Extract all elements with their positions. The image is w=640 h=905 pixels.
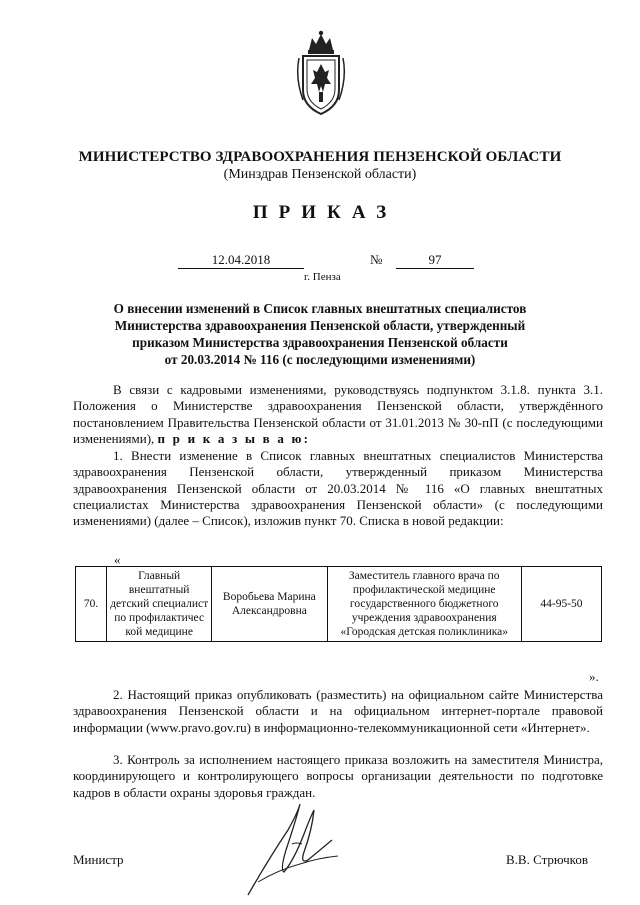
heading-line: Министерства здравоохранения Пензенской области, утвержденный — [114, 318, 526, 333]
ministry-short-name: (Минздрав Пензенской области) — [223, 167, 417, 182]
preamble-text: В связи с кадровыми изменениями, руководствуясь подпунктом 3.1.8. пункта 3.1. Положения о Министерстве здравоохранения Пензенской области, утверждённого постановлением Правительства Пензенской области от 31.01.2013 № 30-пП (с последующими изменениями), — [73, 382, 603, 446]
item-2-paragraph: 2. Настоящий приказ опубликовать (разместить) на официальном сайте Министерства здравоохранения Пензенской области и на официальном интернет-портале правовой информации (www.pravo.gov.ru) в информационно-телекоммуникационной сети «Интернет». — [73, 687, 603, 735]
quote-open: « — [114, 552, 121, 567]
item-3-paragraph: 3. Контроль за исполнением настоящего приказа возложить на заместителя Министра, координирующего и контролирующего вопросы организации деятельности по подготовке кадров в области охраны здоровья граждан. — [73, 752, 603, 800]
ministry-name: МИНИСТЕРСТВО ЗДРАВООХРАНЕНИЯ ПЕНЗЕНСКОЙ ОБЛАСТИ — [78, 149, 562, 165]
order-word: п р и к а з ы в а ю: — [157, 430, 311, 446]
signer-title: Министр — [73, 852, 124, 867]
order-number: 97 — [396, 252, 474, 269]
handwritten-signature-icon — [238, 800, 348, 900]
item-1-paragraph: 1. Внести изменение в Список главных внештатных специалистов Министерства здравоохранения Пензенской области, утвержденный приказом Министерства здравоохранения Пензенской области от 20.03.2014 № 116 «О главных внештатных специалистах Министерства здравоохранения Пензенской области» (с последующими изменениями) (далее – Список), изложив пункт 70. Списка в новой редакции: — [73, 448, 603, 529]
cell-job: Заместитель главного врача по профилактической медицине государственного бюджетного учреждения здравоохранения «Городская детская поликлиника» — [327, 567, 521, 642]
preamble-paragraph — [73, 382, 603, 447]
number-sign: № — [370, 252, 383, 267]
heading-line: О внесении изменений в Список главных внештатных специалистов — [113, 301, 527, 316]
table-row — [76, 567, 602, 642]
heading-line: от 20.03.2014 № 116 (с последующими изменениями) — [164, 352, 476, 367]
cell-phone: 44-95-50 — [521, 567, 601, 642]
signer-name: В.В. Стрючков — [506, 852, 588, 867]
order-city: г. Пенза — [304, 271, 341, 283]
cell-name: Воробьева Марина Александровна — [212, 567, 327, 642]
order-heading — [64, 300, 576, 368]
coat-of-arms-icon — [295, 28, 347, 118]
quote-close: ». — [589, 669, 599, 684]
heading-line: приказом Министерства здравоохранения Пензенской области — [132, 335, 508, 350]
order-date: 12.04.2018 — [178, 252, 304, 269]
document-type-title: ПРИКАЗ — [252, 202, 398, 223]
cell-position: Главный внештатный детский специалист по профилактичес кой медицине — [107, 567, 212, 642]
cell-number: 70. — [76, 567, 107, 642]
specialist-table — [75, 566, 602, 642]
